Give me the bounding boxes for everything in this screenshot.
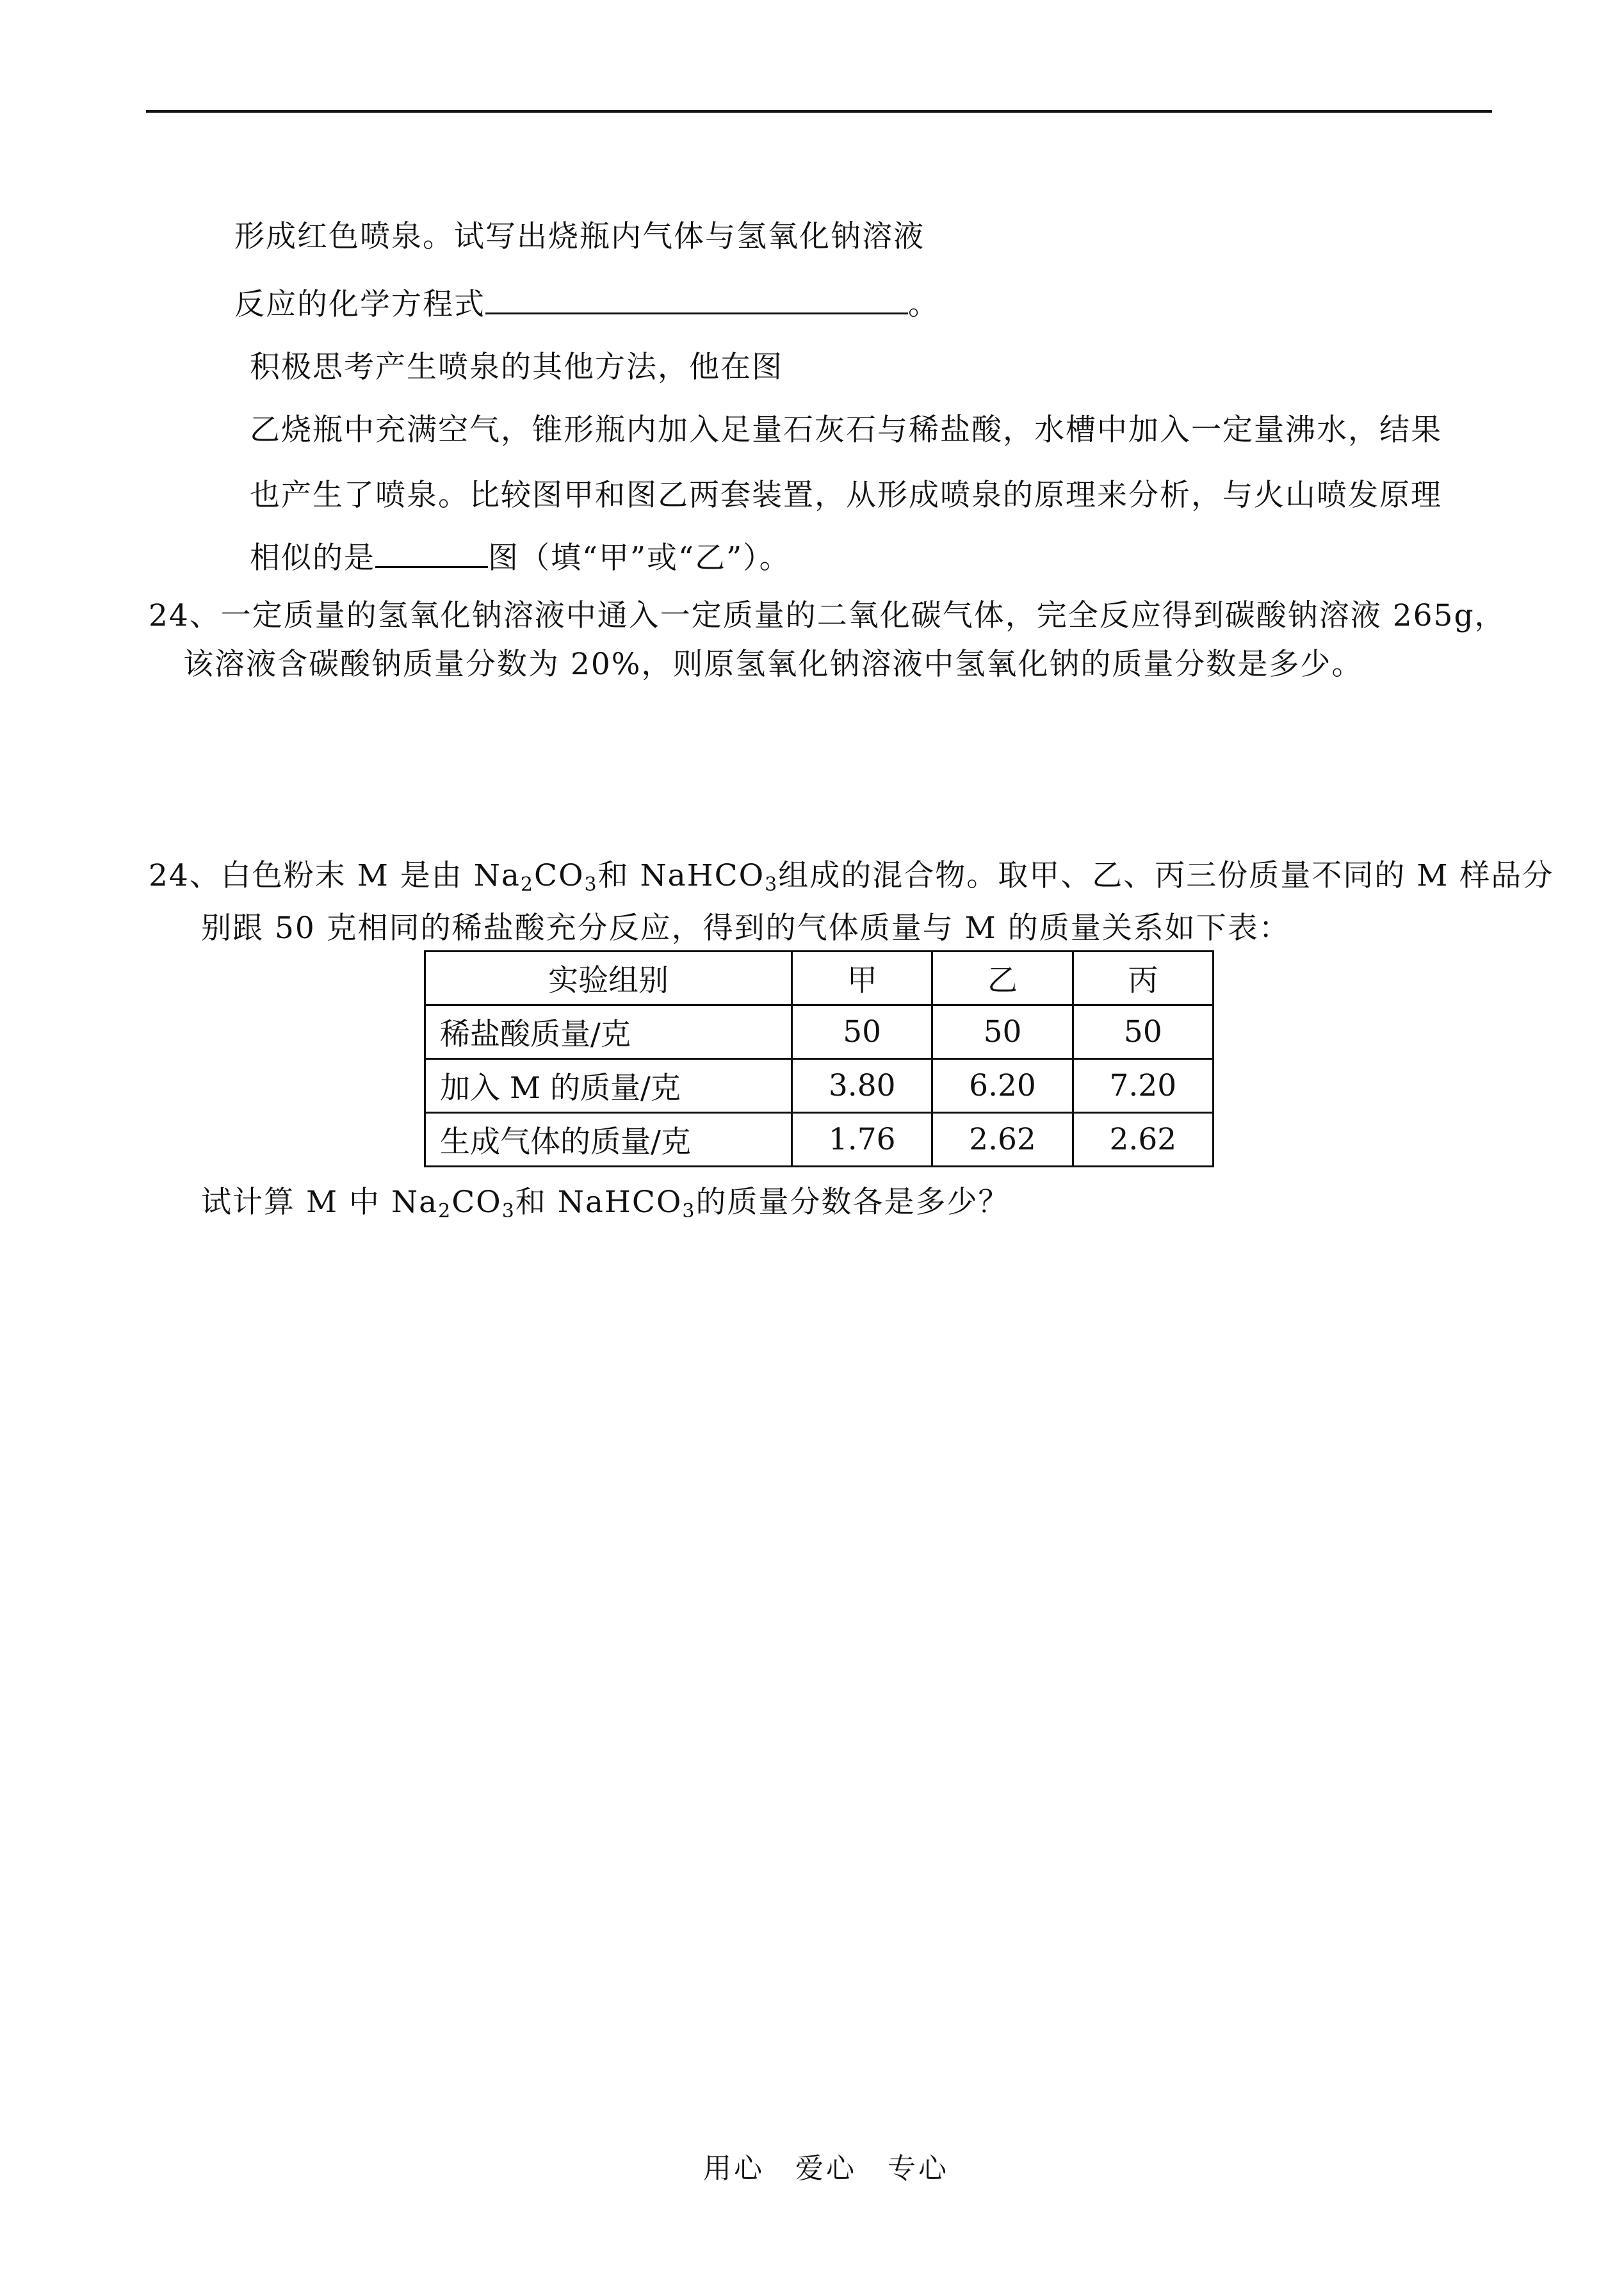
q2-question-d: 的质量分数各是多少？ [695,1185,1010,1220]
subscript-3: 3 [682,1200,696,1222]
table-header-cell: 甲 [792,952,932,1005]
table-header-cell: 实验组别 [425,952,792,1005]
table-cell: 7.20 [1073,1059,1213,1113]
header-rule [146,110,1492,113]
table-header-cell: 丙 [1073,952,1213,1005]
fragment-line-2-end: 。 [908,287,939,322]
fragment-line-6-end: 图（填“甲”或“乙”）。 [488,540,791,576]
fragment-line-6 [250,538,791,578]
q2-question-b: CO [451,1185,502,1220]
table-cell: 2.62 [1073,1113,1213,1167]
q2-question [201,1183,1009,1222]
subscript-3: 3 [501,1200,516,1222]
subscript-3: 3 [584,873,598,896]
fragment-line-2-text: 反应的化学方程式 [234,287,485,322]
q2-line-1-b: CO [534,858,585,893]
fragment-line-2 [234,284,939,324]
table-row [425,1059,1214,1113]
q2-line-2: 别跟 50 克相同的稀盐酸充分反应，得到的气体质量与 M 的质量关系如下表： [201,911,1290,946]
table-cell: 生成气体的质量/克 [425,1113,792,1167]
table-cell: 6.20 [932,1059,1073,1113]
subscript-3: 3 [765,873,779,896]
answer-blank-figure[interactable] [375,538,488,568]
table-cell: 加入 M 的质量/克 [425,1059,792,1113]
answer-blank-equation[interactable] [485,284,908,314]
table-cell: 50 [792,1005,932,1059]
table-row [425,1005,1214,1059]
table-header-cell: 乙 [932,952,1073,1005]
table-cell: 3.80 [792,1059,932,1113]
table-row [425,1113,1214,1167]
q2-line-1 [149,857,1554,895]
q1-line-2: 该溶液含碳酸钠质量分数为 20%，则原氢氧化钠溶液中氢氧化钠的质量分数是多少。 [183,647,1363,682]
q2-line-1-a: 24、白色粉末 M 是由 Na [149,858,521,893]
table-cell: 50 [932,1005,1073,1059]
q2-line-1-d: 组成的混合物。取甲、乙、丙三份质量不同的 M 样品分 [778,858,1554,893]
q2-question-c: 和 NaHCO [515,1185,683,1220]
table-cell: 稀盐酸质量/克 [425,1005,792,1059]
table-cell: 2.62 [932,1113,1073,1167]
q2-question-a: 试计算 M 中 Na [201,1185,439,1220]
subscript-2: 2 [438,1200,452,1222]
fragment-line-3: 积极思考产生喷泉的其他方法，他在图 [250,350,783,385]
q2-line-1-c: 和 NaHCO [597,858,765,893]
table-header-row [425,952,1214,1005]
experiment-table [424,950,1214,1167]
fragment-line-1: 形成红色喷泉。试写出烧瓶内气体与氢氧化钠溶液 [234,219,925,254]
table-cell: 50 [1073,1005,1213,1059]
q1-line-1: 24、一定质量的氢氧化钠溶液中通入一定质量的二氧化碳气体，完全反应得到碳酸钠溶液 265g， [149,598,1506,633]
fragment-line-6-text: 相似的是 [250,540,375,576]
page-footer: 用心 爱心 专心 [703,2152,949,2185]
subscript-2: 2 [520,873,534,896]
fragment-line-4: 乙烧瓶中充满空气，锥形瓶内加入足量石灰石与稀盐酸，水槽中加入一定量沸水，结果 [250,412,1442,448]
table-cell: 1.76 [792,1113,932,1167]
fragment-line-5: 也产生了喷泉。比较图甲和图乙两套装置，从形成喷泉的原理来分析，与火山喷发原理 [250,478,1442,513]
